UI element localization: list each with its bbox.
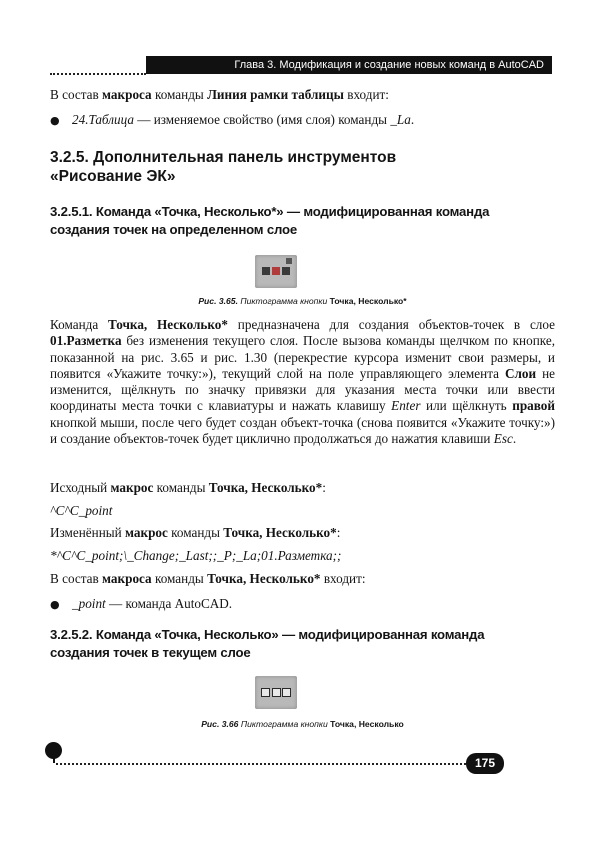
- footer-ornament-stem: [53, 755, 55, 763]
- chapter-header: [146, 56, 552, 74]
- modified-macro-code: [50, 548, 555, 564]
- caption-365-name: Точка, Несколько*: [329, 296, 407, 306]
- modified-macro-line: [50, 525, 555, 541]
- para-i1: Enter: [391, 398, 421, 414]
- section-325-line1: 3.2.5. Дополнительная панель инструментов: [50, 149, 397, 166]
- composition-post: входит:: [320, 571, 366, 586]
- chapter-title: Глава 3. Модификация и создание новых команд в AutoCAD: [234, 59, 544, 71]
- intro-macro-word: макроса: [102, 87, 152, 102]
- para-s1: Команда: [50, 317, 109, 332]
- bullet2-code: _point: [72, 596, 106, 611]
- description-paragraph: [50, 317, 555, 447]
- source-macro-word: макрос: [110, 480, 154, 495]
- point-multiple-layer-icon: [255, 255, 297, 288]
- section-heading-3251: [50, 203, 489, 239]
- section-325-line2: «Рисование ЭК»: [50, 168, 176, 185]
- bullet-dot: ●: [50, 598, 60, 611]
- section-heading-325: [50, 148, 396, 186]
- header-dotted-rule: [50, 73, 146, 75]
- source-macro-code-text: ^C^C_point: [50, 503, 113, 518]
- composition-mid: команды: [151, 571, 208, 586]
- intro-mid: команды: [151, 87, 208, 102]
- figure-caption-366: [50, 719, 555, 730]
- para-b3: Слои: [504, 365, 537, 381]
- para-s6: кнопкой мыши, после чего будет создан объект-точка (снова появится «Укажите точку:») и создание объектов-точек будет циклично продолжаться до нажатия клавиши: [50, 414, 555, 447]
- icon-square-3: [282, 267, 290, 275]
- modified-macro-code-text: *^C^C_point;\_Change;_Last;;_P;_La;01.Разметка;;: [50, 548, 342, 563]
- bullet1-text: — изменяемое свойство (имя слоя) команды: [133, 112, 391, 127]
- composition-pre: В состав: [50, 571, 103, 586]
- source-macro-code: [50, 503, 555, 519]
- section-3252-line2: создания точек в текущем слое: [50, 645, 251, 660]
- page-number: 175: [466, 753, 504, 774]
- source-macro-end: :: [322, 480, 326, 495]
- para-b4: правой: [512, 398, 555, 414]
- icon-square-1: [262, 267, 270, 275]
- para-i2: Esc: [493, 431, 513, 447]
- composition-line: [50, 571, 555, 587]
- bullet-item-point: [50, 596, 232, 613]
- intro-pre: В состав: [50, 87, 103, 102]
- caption-365-text: Пиктограмма кнопки: [237, 296, 330, 306]
- intro-post: входит:: [343, 87, 389, 102]
- bullet-dot: ●: [50, 114, 60, 127]
- intro-command-name: Линия рамки таблицы: [207, 87, 344, 102]
- point-multiple-current-icon: [255, 676, 297, 709]
- para-s5: или щёлкнуть: [420, 398, 513, 414]
- para-b1: Точка, Несколько*: [108, 317, 228, 332]
- icon-square-2: [272, 267, 280, 275]
- bullet1-term: 24.Таблица: [72, 112, 134, 127]
- modified-macro-pre: Изменённый: [50, 525, 125, 540]
- source-macro-mid: команды: [153, 480, 209, 495]
- figure-caption-365: [50, 296, 555, 307]
- bullet1-end: .: [410, 112, 415, 127]
- composition-macro-word: макроса: [102, 571, 152, 586]
- modified-macro-word: макрос: [125, 525, 168, 540]
- para-b2: 01.Разметка: [50, 333, 122, 349]
- source-macro-pre: Исходный: [50, 480, 111, 495]
- para-s2: предназначена для создания объектов-точек в слое: [227, 317, 555, 332]
- footer-dotted-rule: [56, 763, 466, 765]
- section-3252-line1: 3.2.5.2. Команда «Точка, Несколько» — модифицированная команда: [50, 627, 485, 642]
- composition-command: Точка, Несколько*: [207, 571, 321, 586]
- para-s4: не изменится, щёлкнуть по значку привязки для указания места точки или ввести координаты места точки с клавиатуры и нажать клавишу: [50, 365, 555, 414]
- bullet-item-table: [50, 112, 414, 129]
- modified-macro-command: Точка, Несколько*: [223, 525, 337, 540]
- para-s3: без изменения текущего слоя. После вызова команды щелчком по кнопке, показанной на рис. 3.65 и рис. 1.30 (перекрестие курсора изменит свои размеры, и появится «Укажите точку:»), текущий слой на поле управляющего элемента: [50, 333, 555, 381]
- caption-365-label: Рис. 3.65.: [198, 296, 238, 306]
- icon-square-1: [261, 688, 270, 697]
- icon-corner-mark: [286, 258, 292, 264]
- section-3251-line2: создания точек на определенном слое: [50, 222, 297, 237]
- modified-macro-end: :: [336, 525, 341, 540]
- modified-macro-mid: команды: [167, 525, 224, 540]
- section-3251-line1: 3.2.5.1. Команда «Точка, Несколько*» — модифицированная команда: [50, 204, 490, 219]
- bullet2-text: — команда AutoCAD.: [105, 596, 233, 611]
- bullet1-code: _La: [390, 112, 411, 127]
- intro-line: [50, 87, 555, 103]
- para-s7: .: [512, 431, 517, 447]
- icon-square-3: [282, 688, 291, 697]
- caption-366-text: Пиктограмма кнопки: [238, 719, 331, 729]
- source-macro-command: Точка, Несколько*: [208, 480, 323, 495]
- section-heading-3252: [50, 626, 484, 662]
- caption-366-label: Рис. 3.66: [201, 719, 239, 729]
- icon-square-2: [272, 688, 281, 697]
- caption-366-name: Точка, Несколько: [330, 719, 404, 729]
- source-macro-line: [50, 480, 555, 496]
